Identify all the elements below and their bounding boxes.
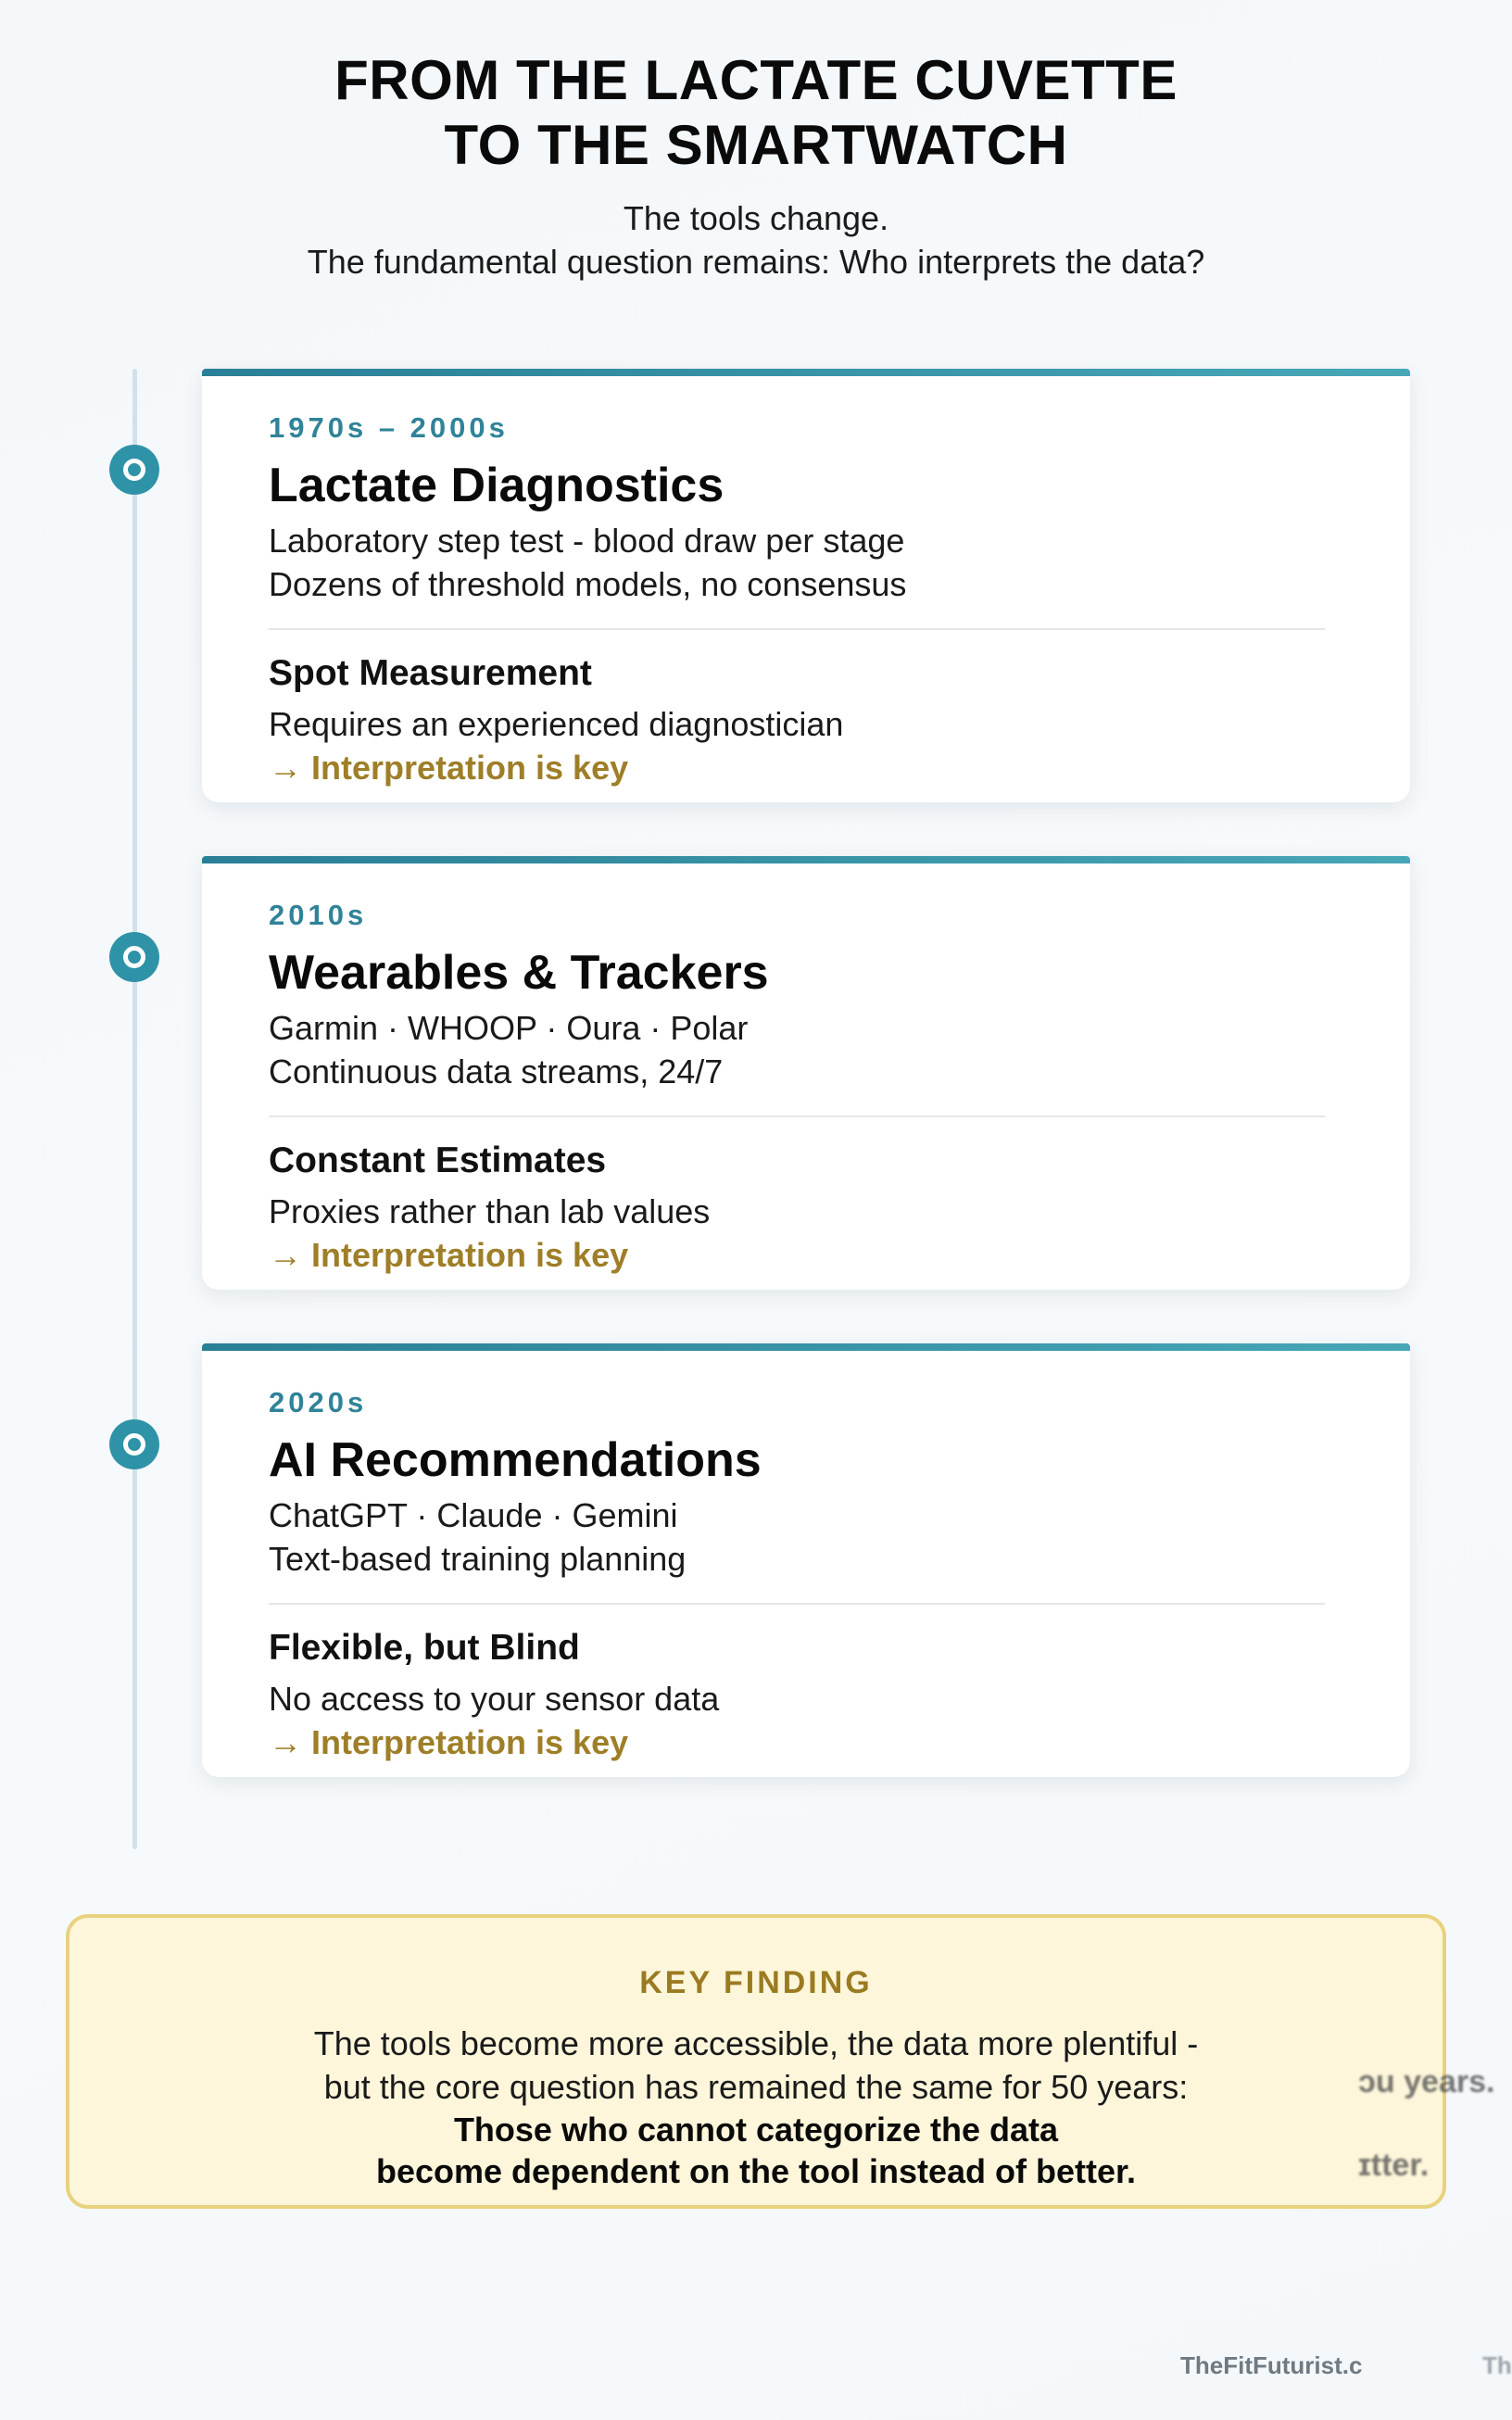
ghost-text-fragment: ɪtter.: [1358, 2148, 1430, 2183]
page-title-line-1: FROM THE LACTATE CUVETTE: [334, 49, 1178, 111]
card-era: 1970s – 2000s: [269, 411, 509, 444]
card-description: [269, 1006, 1325, 1093]
card-description: [269, 519, 1325, 606]
card-title: Wearables & Trackers: [269, 946, 769, 1000]
key-finding-bold-line-1: Those who cannot categorize the data: [453, 2111, 1059, 2149]
card-key-note: → Interpretation is key: [269, 749, 629, 787]
timeline-dot-icon: [109, 1419, 159, 1469]
card-sub-description: Requires an experienced diagnostician: [269, 705, 844, 743]
timeline-line: [132, 369, 137, 1849]
key-finding-text: [69, 2022, 1443, 2109]
card-subtitle: Spot Measurement: [269, 653, 592, 693]
timeline-card-ai: [202, 1343, 1410, 1777]
card-era: 2020s: [269, 1386, 368, 1418]
key-finding-emphasis: [69, 2109, 1443, 2192]
card-divider: [269, 1115, 1325, 1117]
card-description-line-1: Laboratory step test - blood draw per stage: [269, 522, 905, 560]
page-title-line-2: TO THE SMARTWATCH: [444, 114, 1068, 176]
card-description-line-1: Garmin · WHOOP · Oura · Polar: [269, 1009, 749, 1047]
card-description: [269, 1494, 1325, 1581]
card-sub-description: Proxies rather than lab values: [269, 1192, 711, 1230]
footer-brand: TheFitFuturist.c: [1180, 2351, 1363, 2379]
card-description-line-1: ChatGPT · Claude · Gemini: [269, 1496, 678, 1534]
ghost-text-fragment: ɔu years.: [1358, 2064, 1495, 2099]
key-finding-label: KEY FINDING: [639, 1965, 873, 2000]
card-description-line-2: Text-based training planning: [269, 1540, 687, 1578]
card-description-line-2: Continuous data streams, 24/7: [269, 1052, 724, 1090]
timeline-card-wearables: [202, 856, 1410, 1290]
card-divider: [269, 628, 1325, 630]
key-finding-line-2: but the core question has remained the same for 50 years:: [323, 2068, 1189, 2106]
timeline-dot-icon: [109, 932, 159, 982]
card-subtitle: Flexible, but Blind: [269, 1628, 580, 1668]
subtitle-line-2: The fundamental question remains: Who interprets the data?: [307, 243, 1205, 281]
timeline-card-lactate: [202, 369, 1410, 802]
timeline-dot-icon: [109, 445, 159, 495]
footer-brand-ghost: Th: [1482, 2351, 1512, 2379]
key-finding-box: [66, 1914, 1446, 2209]
card-subtitle: Constant Estimates: [269, 1141, 607, 1180]
page-subtitle: [0, 196, 1512, 284]
subtitle-line-1: The tools change.: [623, 199, 889, 237]
card-title: AI Recommendations: [269, 1433, 762, 1487]
card-description-line-2: Dozens of threshold models, no consensus: [269, 565, 907, 603]
card-sub-description: No access to your sensor data: [269, 1680, 720, 1718]
card-key-note: → Interpretation is key: [269, 1723, 629, 1761]
card-era: 2010s: [269, 899, 368, 931]
page-header: [0, 48, 1512, 284]
card-divider: [269, 1603, 1325, 1605]
key-finding-bold-line-2: become dependent on the tool instead of better.: [375, 2152, 1137, 2190]
card-key-note: → Interpretation is key: [269, 1236, 629, 1274]
key-finding-line-1: The tools become more accessible, the data more plentiful -: [313, 2024, 1199, 2062]
card-title: Lactate Diagnostics: [269, 459, 724, 512]
